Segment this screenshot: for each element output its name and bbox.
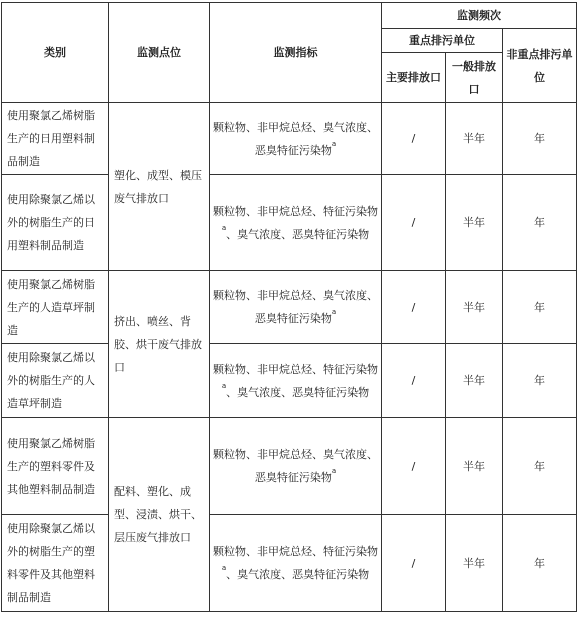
main-outlet-cell: / (382, 103, 446, 175)
header-category: 类别 (2, 3, 109, 103)
general-outlet-cell: 半年 (446, 103, 503, 175)
main-outlet-cell: / (382, 418, 446, 515)
header-non-key-unit: 非重点排污单位 (503, 29, 577, 103)
header-general-outlet: 一般排放口 (446, 53, 503, 103)
header-monitoring-indicator: 监测指标 (210, 3, 382, 103)
non-key-cell: 年 (503, 271, 577, 344)
indicator-cell: 颗粒物、非甲烷总烃、特征污染物$^a$、臭气浓度、恶臭特征污染物 (210, 175, 382, 271)
monitoring-table (1, 2, 577, 612)
main-outlet-cell: / (382, 515, 446, 612)
point-cell: 塑化、成型、模压废气排放口 (109, 103, 210, 271)
indicator-cell: 颗粒物、非甲烷总烃、臭气浓度、恶臭特征污染物$^a$ (210, 103, 382, 175)
general-outlet-cell: 半年 (446, 175, 503, 271)
category-cell: 使用聚氯乙烯树脂生产的日用塑料制品制造 (2, 103, 109, 175)
category-cell: 使用聚氯乙烯树脂生产的塑料零件及其他塑料制品制造 (2, 418, 109, 515)
category-cell: 使用除聚氯乙烯以外的树脂生产的塑料零件及其他塑料制品制造 (2, 515, 109, 612)
general-outlet-cell: 半年 (446, 515, 503, 612)
header-monitoring-frequency: 监测频次 (382, 3, 577, 29)
table-row (2, 344, 577, 418)
header-monitoring-point: 监测点位 (109, 3, 210, 103)
header-key-unit: 重点排污单位 (382, 29, 503, 53)
point-cell: 配料、塑化、成型、浸渍、烘干、层压废气排放口 (109, 418, 210, 612)
point-cell: 挤出、喷丝、背胶、烘干废气排放口 (109, 271, 210, 418)
main-outlet-cell: / (382, 344, 446, 418)
category-cell: 使用除聚氯乙烯以外的树脂生产的人造草坪制造 (2, 344, 109, 418)
general-outlet-cell: 半年 (446, 271, 503, 344)
header-main-outlet: 主要排放口 (382, 53, 446, 103)
main-outlet-cell: / (382, 175, 446, 271)
category-cell: 使用聚氯乙烯树脂生产的人造草坪制造 (2, 271, 109, 344)
table-row (2, 175, 577, 271)
table-row (2, 271, 577, 344)
category-cell: 使用除聚氯乙烯以外的树脂生产的日用塑料制品制造 (2, 175, 109, 271)
table-row (2, 103, 577, 175)
table-row (2, 515, 577, 612)
non-key-cell: 年 (503, 418, 577, 515)
non-key-cell: 年 (503, 103, 577, 175)
non-key-cell: 年 (503, 175, 577, 271)
table-row (2, 418, 577, 515)
indicator-cell: 颗粒物、非甲烷总烃、臭气浓度、恶臭特征污染物$^a$ (210, 271, 382, 344)
indicator-cell: 颗粒物、非甲烷总烃、特征污染物$^a$、臭气浓度、恶臭特征污染物 (210, 344, 382, 418)
non-key-cell: 年 (503, 344, 577, 418)
non-key-cell: 年 (503, 515, 577, 612)
main-outlet-cell: / (382, 271, 446, 344)
indicator-cell: 颗粒物、非甲烷总烃、特征污染物$^a$、臭气浓度、恶臭特征污染物 (210, 515, 382, 612)
indicator-cell: 颗粒物、非甲烷总烃、臭气浓度、恶臭特征污染物$^a$ (210, 418, 382, 515)
general-outlet-cell: 半年 (446, 344, 503, 418)
general-outlet-cell: 半年 (446, 418, 503, 515)
